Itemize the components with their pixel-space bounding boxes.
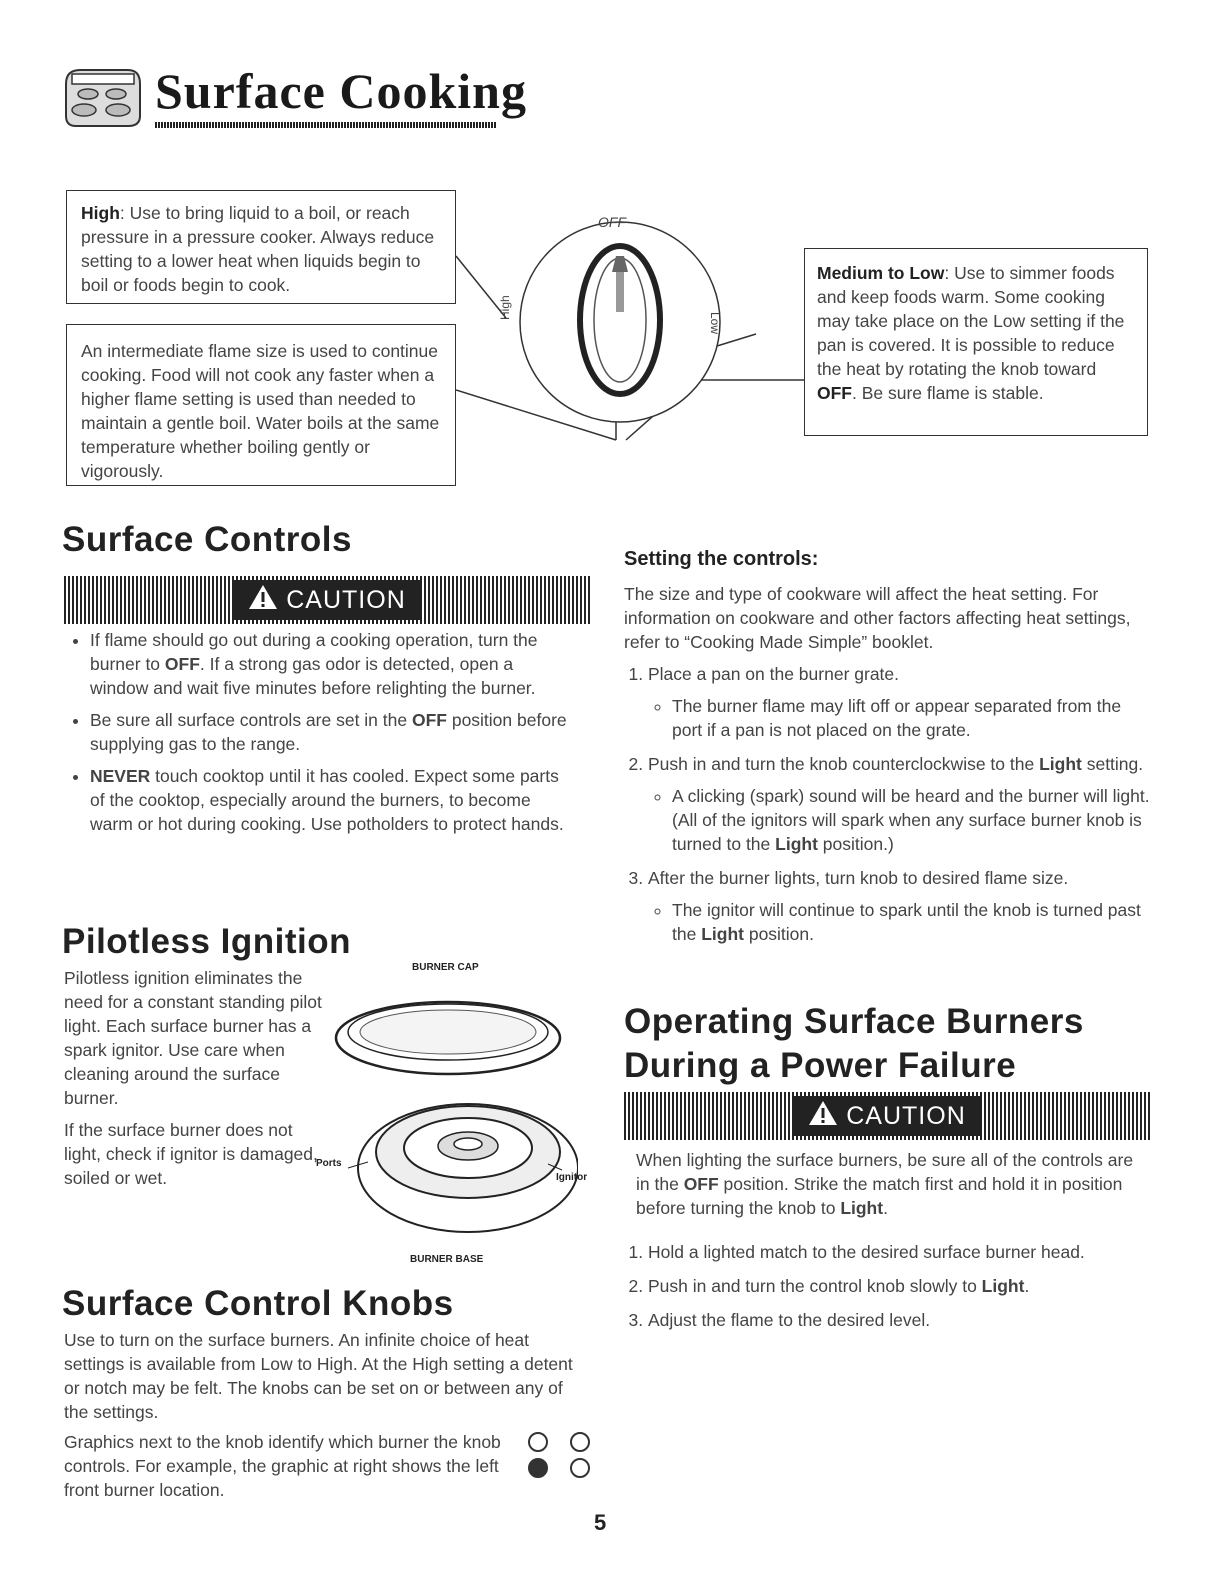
warning-icon: [808, 1100, 838, 1133]
caution-banner: [64, 576, 590, 624]
off-label: OFF: [598, 214, 626, 230]
setting-step-2: 2. Push in and turn the knob counterclockwise to the Light setting. ◦ A clicking (spark) sound will be heard and the burner will light. (All of the ignitors will spark when any surface burner knob is turned to the Light position.): [648, 752, 1152, 856]
power-failure-caution-banner: [624, 1092, 1150, 1140]
intermediate-text: An intermediate flame size is used to continue cooking. Food will not cook any faster when a higher flame setting is used than needed to maintain a gentle boil. Water boils at the same temperature whether boiling gently or vigorously.: [81, 341, 440, 481]
title-underline: [155, 122, 497, 128]
surface-control-knobs-heading: Surface Control Knobs: [62, 1284, 454, 1323]
burner-cap-label: BURNER CAP: [412, 962, 479, 973]
ports-label: Ports: [316, 1158, 342, 1169]
power-failure-heading: Operating Surface Burners During a Power Failure: [624, 1002, 1084, 1085]
high-info-box: [66, 190, 456, 304]
high-text: : Use to bring liquid to a boil, or reach pressure in a pressure cooker. Always reduce setting to a lower heat when liquids begin to boil or foods begin to cook.: [81, 203, 435, 295]
pilotless-paragraph-2: If the surface burner does not light, check if ignitor is damaged, soiled or wet.: [64, 1120, 318, 1188]
knobs-paragraph-1: Use to turn on the surface burners. An infinite choice of heat settings is available from Low to High. At the High setting a detent or notch may be felt. The knobs can be set on or between any of the settings.: [64, 1330, 573, 1422]
burner-location-icon: [520, 1430, 600, 1480]
power-failure-caution-text: When lighting the surface burners, be sure all of the controls are in the OFF position. Strike the match first and hold it in position before turning the knob to Light.: [636, 1150, 1134, 1218]
setting-step-3: 3. After the burner lights, turn knob to desired flame size. ◦ The ignitor will continue to spark until the knob is turned past the Light position.: [648, 866, 1152, 946]
setting-controls-section: [624, 582, 1152, 956]
burner-diagram: [318, 976, 578, 1266]
knob-diagram: [456, 200, 806, 450]
caution-item: • If flame should go out during a cooking operation, turn the burner to OFF. If a strong gas odor is detected, open a window and wait five minutes before relighting the burner.: [90, 628, 576, 700]
high-label: High: [498, 295, 512, 320]
pilotless-text: [64, 966, 332, 1198]
setting-step-1: 1. Place a pan on the burner grate. ◦ The burner flame may lift off or appear separated from the port if a pan is not placed on the grate.: [648, 662, 1152, 742]
caution-item: • NEVER touch cooktop until it has cooled. Expect some parts of the cooktop, especially around the burners, to become warm or hot during cooking. Use potholders to protect hands.: [90, 764, 576, 836]
power-step-2: 2. Push in and turn the control knob slowly to Light.: [648, 1274, 1152, 1298]
intermediate-info-box: [66, 324, 456, 486]
page-title: Surface Cooking: [155, 63, 527, 119]
low-label: Low: [708, 312, 722, 335]
caution-label: CAUTION: [286, 585, 406, 614]
power-step-1: 1. Hold a lighted match to the desired surface burner head.: [648, 1240, 1152, 1264]
caution-list: [70, 628, 576, 844]
setting-controls-heading: Setting the controls:: [624, 548, 819, 570]
burner-base-label: BURNER BASE: [410, 1254, 484, 1265]
knobs-paragraph-2: Graphics next to the knob identify which burner the knob controls. For example, the graphic at right shows the left front burner location.: [64, 1432, 501, 1500]
warning-icon: [248, 584, 278, 617]
setting-intro: The size and type of cookware will affect the heat setting. For information on cookware and other factors affecting heat settings, refer to “Cooking Made Simple” booklet.: [624, 584, 1131, 652]
high-term: High: [81, 203, 120, 223]
surface-controls-heading: Surface Controls: [62, 520, 352, 559]
ignitor-label: Ignitor: [556, 1172, 588, 1183]
power-failure-steps: [624, 1240, 1152, 1342]
pilotless-ignition-heading: Pilotless Ignition: [62, 922, 352, 961]
caution-item: • Be sure all surface controls are set in the OFF position before supplying gas to the range.: [90, 708, 576, 756]
caution-label: CAUTION: [846, 1101, 966, 1130]
medium-low-info-box: Medium to Low: Use to simmer foods and keep foods warm. Some cooking may take place on the Low setting if the pan is covered. It is possible to reduce the heat by rotating the knob toward OFF. Be sure flame is stable.: [804, 248, 1148, 436]
page-number: 5: [594, 1510, 607, 1535]
medium-low-term: Medium to Low: [817, 263, 945, 283]
pilotless-paragraph-1: Pilotless ignition eliminates the need for a constant standing pilot light. Each surface burner has a spark ignitor. Use care when cleaning around the surface burner.: [64, 968, 322, 1108]
cooktop-icon: [62, 66, 144, 130]
power-step-3: 3. Adjust the flame to the desired level.: [648, 1308, 1152, 1332]
